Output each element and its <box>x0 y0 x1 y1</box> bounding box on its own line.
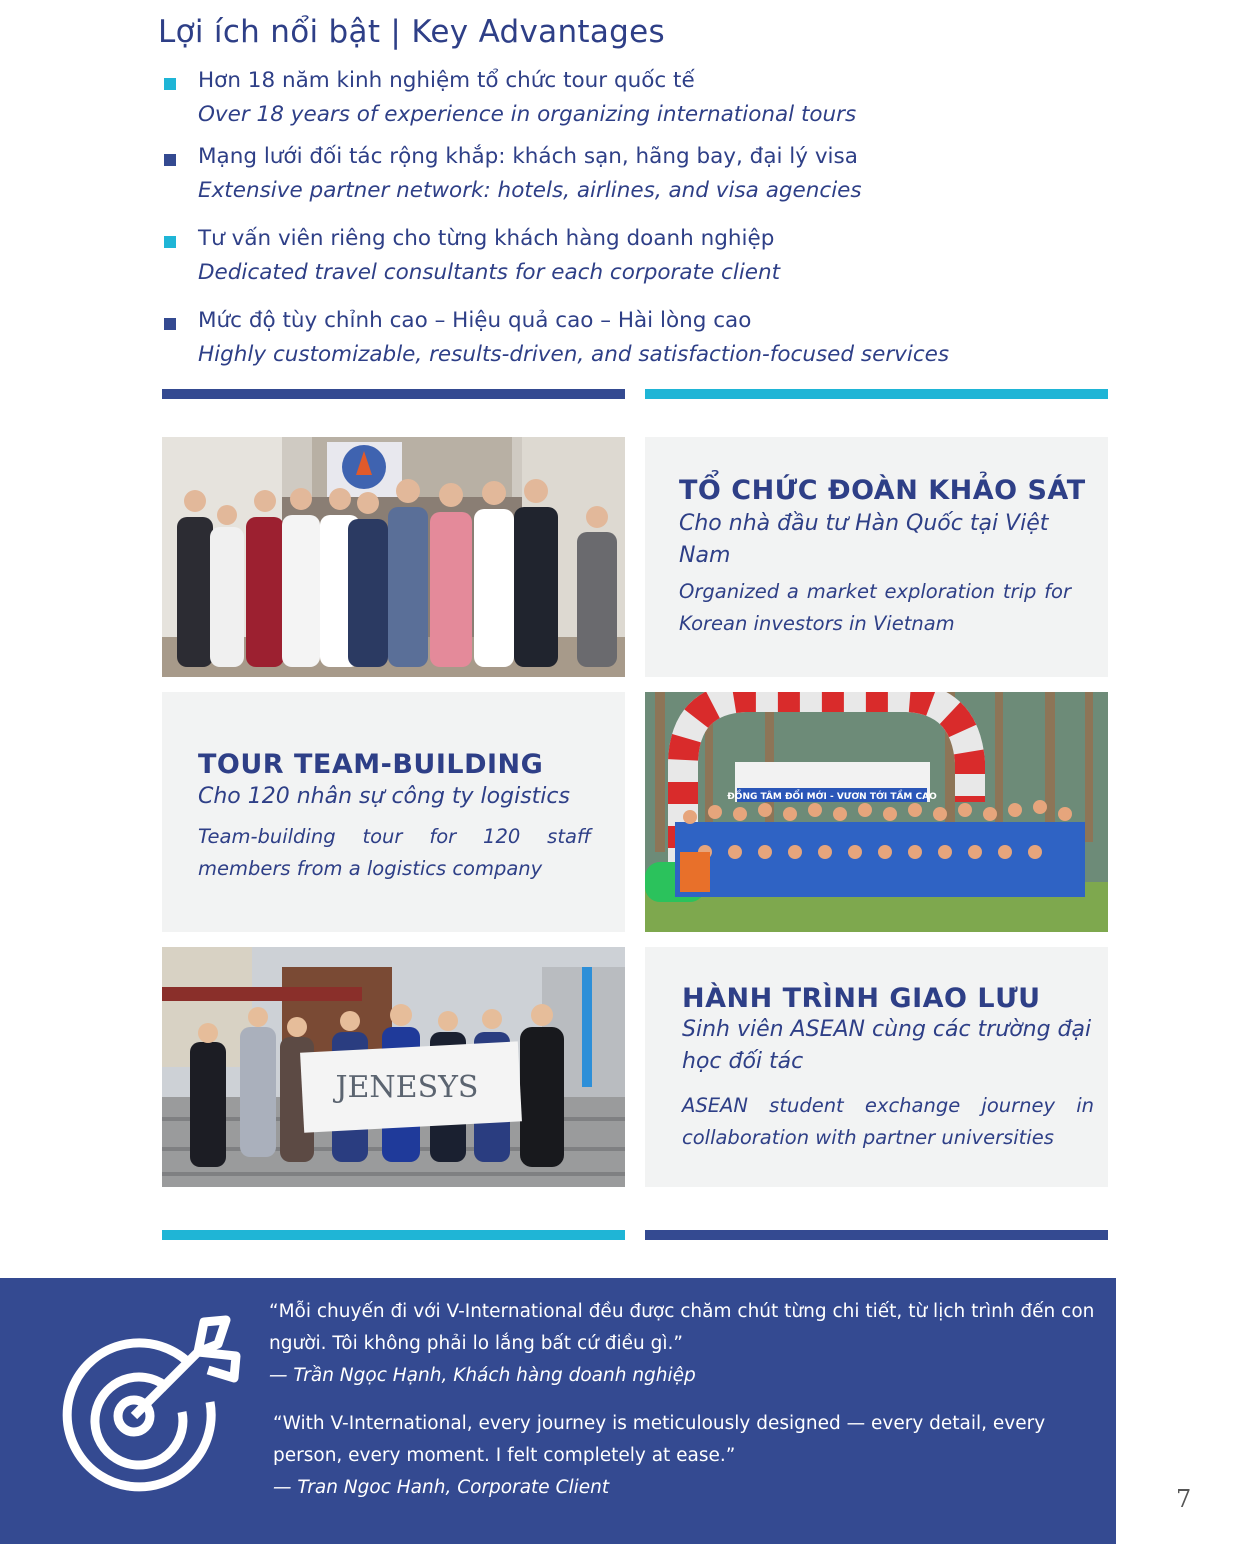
advantage-vi: Mạng lưới đối tác rộng khắp: khách sạn, hãng bay, đại lý visa <box>198 144 858 169</box>
card-description: Team-building tour for 120 staff members from a logistics company <box>198 825 591 880</box>
advantage-en: Highly customizable, results-driven, and satisfaction-focused services <box>198 342 950 367</box>
card-subtitle: Cho nhà đầu tư Hàn Quốc tại Việt Nam <box>679 511 1049 568</box>
card-subtitle: Sinh viên ASEAN cùng các trường đại học đối tác <box>682 1017 1092 1074</box>
square-bullet-icon <box>164 78 176 90</box>
testimonial-vi <box>269 1296 1099 1392</box>
advantage-en: Dedicated travel consultants for each corporate client <box>198 260 781 285</box>
divider-bar-cyan <box>645 389 1108 399</box>
banner-text: ĐỒNG TÂM ĐỔI MỚI - VƯƠN TỚI TẦM CAO <box>727 792 937 802</box>
card-title: TOUR TEAM-BUILDING <box>198 749 544 780</box>
testimonial-section <box>0 1278 1116 1544</box>
photo-team-building <box>645 692 1108 932</box>
advantage-item-4 <box>162 308 1122 374</box>
card-description: Organized a market exploration trip for Korean investors in Vietnam <box>679 580 1071 635</box>
advantage-vi: Hơn 18 năm kinh nghiệm tổ chức tour quốc tế <box>198 68 695 93</box>
square-bullet-icon <box>164 154 176 166</box>
quote-vi: “Mỗi chuyến đi với V-International đều được chăm chút từng chi tiết, từ lịch trình đến con người. Tôi không phải lo lắng bất cứ điều gì.” <box>269 1301 1095 1354</box>
advantage-en: Extensive partner network: hotels, airlines, and visa agencies <box>198 178 862 203</box>
target-icon <box>58 1312 248 1502</box>
divider-bar-navy <box>162 389 625 399</box>
quote-en: “With V-International, every journey is meticulously designed — every detail, every person, every moment. I felt completely at ease.” <box>273 1413 1046 1466</box>
card-subtitle: Cho 120 nhân sự công ty logistics <box>198 784 570 809</box>
advantage-item-1 <box>162 68 1122 134</box>
jenesys-banner-text: JENESYS <box>335 1070 479 1105</box>
photo-investor-delegation <box>162 437 625 677</box>
advantage-item-2 <box>162 144 1122 210</box>
advantage-vi: Tư vấn viên riêng cho từng khách hàng doanh nghiệp <box>198 226 775 251</box>
card-team-building <box>162 692 625 932</box>
page-heading: Lợi ích nổi bật | Key Advantages <box>158 14 665 50</box>
card-investor-trip <box>645 437 1108 677</box>
square-bullet-icon <box>164 236 176 248</box>
card-student-exchange <box>645 947 1108 1187</box>
card-title: TỔ CHỨC ĐOÀN KHẢO SÁT <box>679 475 1086 506</box>
advantage-item-3 <box>162 226 1122 292</box>
advantage-vi: Mức độ tùy chỉnh cao – Hiệu quả cao – Hài lòng cao <box>198 308 752 333</box>
advantage-en: Over 18 years of experience in organizing international tours <box>198 102 857 127</box>
card-description: ASEAN student exchange journey in collaboration with partner universities <box>682 1094 1094 1149</box>
photo-student-exchange <box>162 947 625 1187</box>
divider-bar-cyan <box>162 1230 625 1240</box>
author-vi: — Trần Ngọc Hạnh, Khách hàng doanh nghiệp <box>269 1365 696 1386</box>
card-title: HÀNH TRÌNH GIAO LƯU <box>682 983 1041 1014</box>
square-bullet-icon <box>164 318 176 330</box>
page-number: 7 <box>1176 1485 1192 1513</box>
author-en: — Tran Ngoc Hanh, Corporate Client <box>273 1477 610 1498</box>
divider-bar-navy <box>645 1230 1108 1240</box>
testimonial-en <box>273 1408 1103 1504</box>
